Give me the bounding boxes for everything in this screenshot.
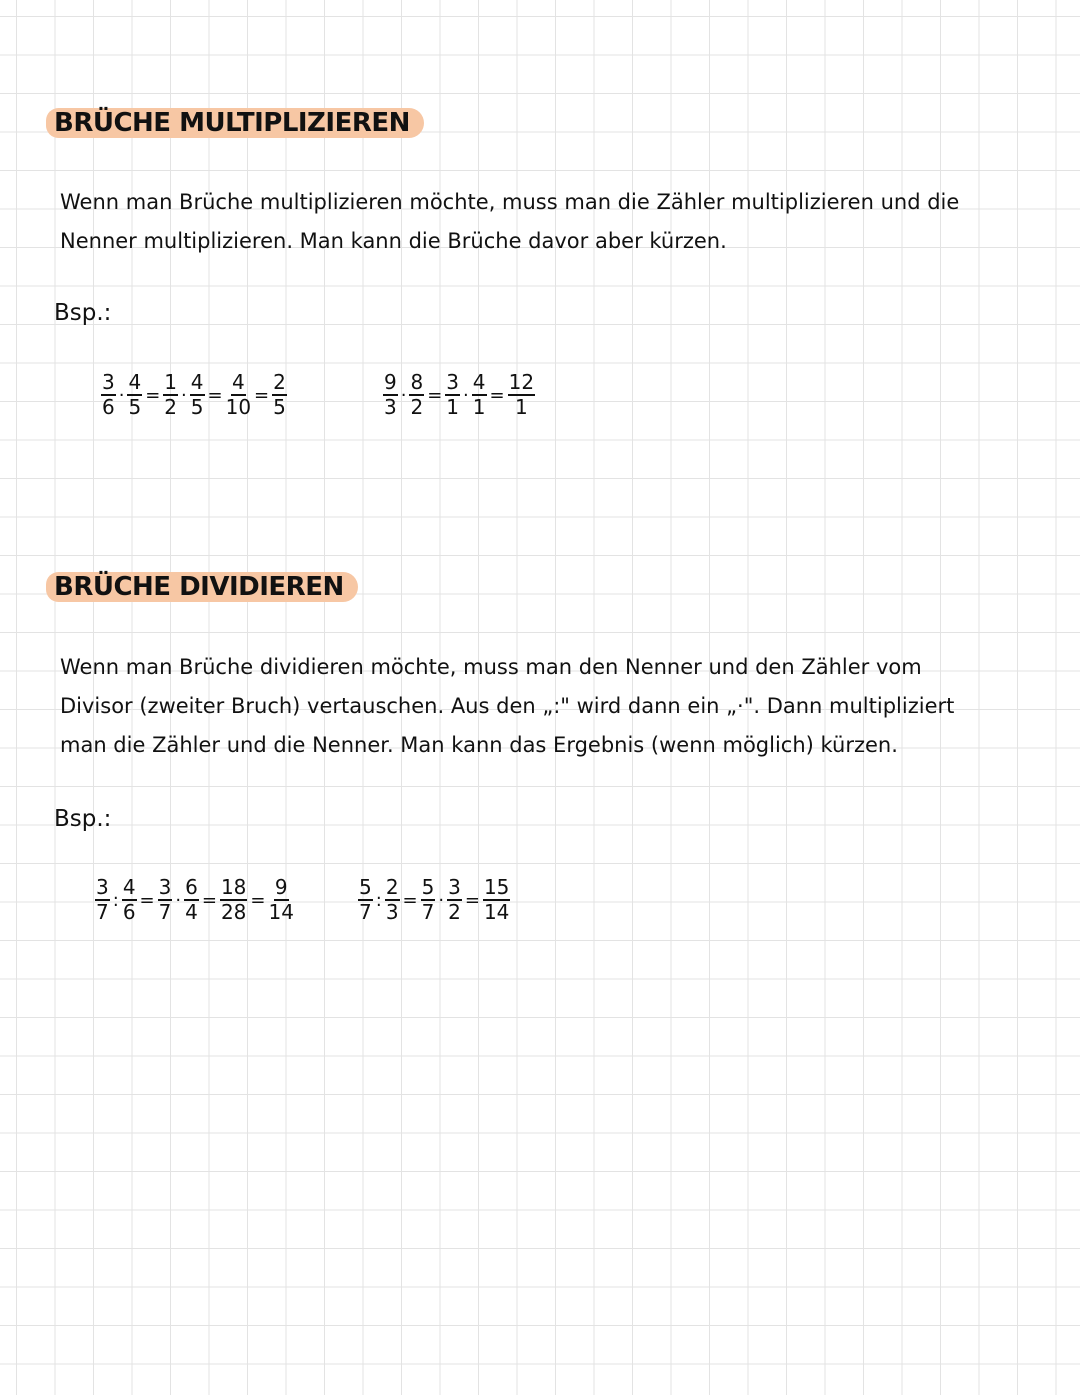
fraction (220, 877, 247, 923)
equation-division-1 (94, 877, 295, 923)
fraction-numerator: 18 (220, 875, 247, 899)
operator: = (254, 384, 270, 406)
fraction-numerator: 9 (274, 875, 288, 899)
operator: · (463, 384, 469, 406)
fraction-numerator: 4 (190, 370, 204, 394)
operator: = (201, 889, 217, 911)
operator: : (375, 889, 382, 911)
fraction-denominator: 7 (96, 900, 109, 924)
fraction-numerator: 3 (448, 875, 461, 899)
fraction (421, 877, 436, 923)
example-label-division: Bsp.: (54, 806, 112, 832)
fraction-numerator: 2 (273, 370, 286, 394)
fraction-denominator: 2 (448, 900, 461, 924)
operator: = (250, 889, 266, 911)
fraction-denominator: 14 (268, 900, 294, 924)
fraction (101, 372, 116, 418)
fraction-denominator: 1 (446, 395, 460, 419)
fraction-denominator: 3 (384, 395, 397, 419)
operator: · (438, 889, 445, 911)
fraction-denominator: 10 (225, 395, 252, 419)
fraction-denominator: 6 (122, 900, 136, 924)
example-label-multiplication: Bsp.: (54, 300, 112, 326)
paragraph-multiplication (60, 183, 1020, 261)
operator: = (139, 889, 155, 911)
fraction-denominator: 7 (158, 900, 172, 924)
fraction (383, 372, 398, 418)
paragraph-line: Nenner multiplizieren. Man kann die Brüche davor aber kürzen. (60, 229, 727, 253)
paragraph-line: Divisor (zweiter Bruch) vertauschen. Aus den „:" wird dann ein „·". Dann multipliziert (60, 694, 955, 718)
fraction-numerator: 5 (359, 875, 372, 899)
fraction-denominator: 14 (483, 900, 510, 924)
operator: · (118, 384, 125, 406)
fraction-numerator: 6 (185, 875, 198, 899)
paragraph-line: Wenn man Brüche dividieren möchte, muss man den Nenner und den Zähler vom (60, 655, 922, 679)
fraction-numerator: 1 (164, 370, 178, 394)
operator: = (464, 889, 480, 911)
heading-division: BRÜCHE DIVIDIEREN (46, 572, 358, 602)
fraction-numerator: 5 (421, 875, 435, 899)
fraction-denominator: 28 (220, 900, 247, 924)
operator: · (181, 384, 187, 406)
fraction-numerator: 3 (102, 370, 115, 394)
fraction-denominator: 4 (185, 900, 198, 924)
fraction-denominator: 2 (410, 395, 424, 419)
fraction (272, 372, 287, 418)
fraction (163, 372, 178, 418)
fraction-denominator: 3 (385, 900, 399, 924)
fraction (483, 877, 510, 923)
fraction-denominator: 5 (190, 395, 204, 419)
fraction (445, 372, 460, 418)
equation-multiplication-1 (100, 372, 288, 418)
fraction-denominator: 1 (472, 395, 486, 419)
operator: : (112, 889, 119, 911)
operator: = (145, 384, 161, 406)
fraction (447, 877, 462, 923)
fraction-numerator: 4 (122, 875, 136, 899)
fraction-numerator: 4 (128, 370, 142, 394)
fraction-numerator: 12 (508, 370, 535, 394)
heading-multiplication: BRÜCHE MULTIPLIZIEREN (46, 108, 424, 138)
fraction-numerator: 4 (472, 370, 486, 394)
fraction-denominator: 7 (359, 900, 372, 924)
fraction (226, 372, 251, 418)
fraction (190, 372, 205, 418)
operator: = (207, 384, 223, 406)
paragraph-line: Wenn man Brüche multiplizieren möchte, muss man die Zähler multiplizieren und die (60, 190, 960, 214)
fraction (127, 372, 142, 418)
fraction (95, 877, 110, 923)
equation-multiplication-2 (382, 372, 536, 418)
fraction-numerator: 3 (446, 370, 460, 394)
fraction (358, 877, 373, 923)
fraction-denominator: 1 (514, 395, 528, 419)
fraction (385, 877, 400, 923)
fraction-denominator: 5 (273, 395, 286, 419)
fraction-numerator: 4 (231, 370, 245, 394)
operator: = (427, 384, 443, 406)
fraction-numerator: 3 (158, 875, 172, 899)
fraction (409, 372, 424, 418)
operator: = (402, 889, 418, 911)
fraction (158, 877, 173, 923)
fraction-numerator: 9 (384, 370, 397, 394)
fraction-numerator: 15 (483, 875, 510, 899)
fraction-numerator: 8 (410, 370, 424, 394)
fraction-numerator: 2 (385, 875, 399, 899)
fraction-denominator: 5 (128, 395, 142, 419)
operator: · (400, 384, 407, 406)
fraction (508, 372, 535, 418)
paragraph-division (60, 648, 1020, 765)
operator: · (175, 889, 182, 911)
fraction-denominator: 6 (102, 395, 115, 419)
equation-division-2 (357, 877, 511, 923)
operator: = (489, 384, 505, 406)
paragraph-line: man die Zähler und die Nenner. Man kann das Ergebnis (wenn möglich) kürzen. (60, 733, 898, 757)
fraction-numerator: 3 (96, 875, 109, 899)
fraction-denominator: 7 (421, 900, 435, 924)
fraction (472, 372, 487, 418)
fraction (122, 877, 137, 923)
fraction (268, 877, 293, 923)
fraction-denominator: 2 (164, 395, 178, 419)
fraction (184, 877, 199, 923)
